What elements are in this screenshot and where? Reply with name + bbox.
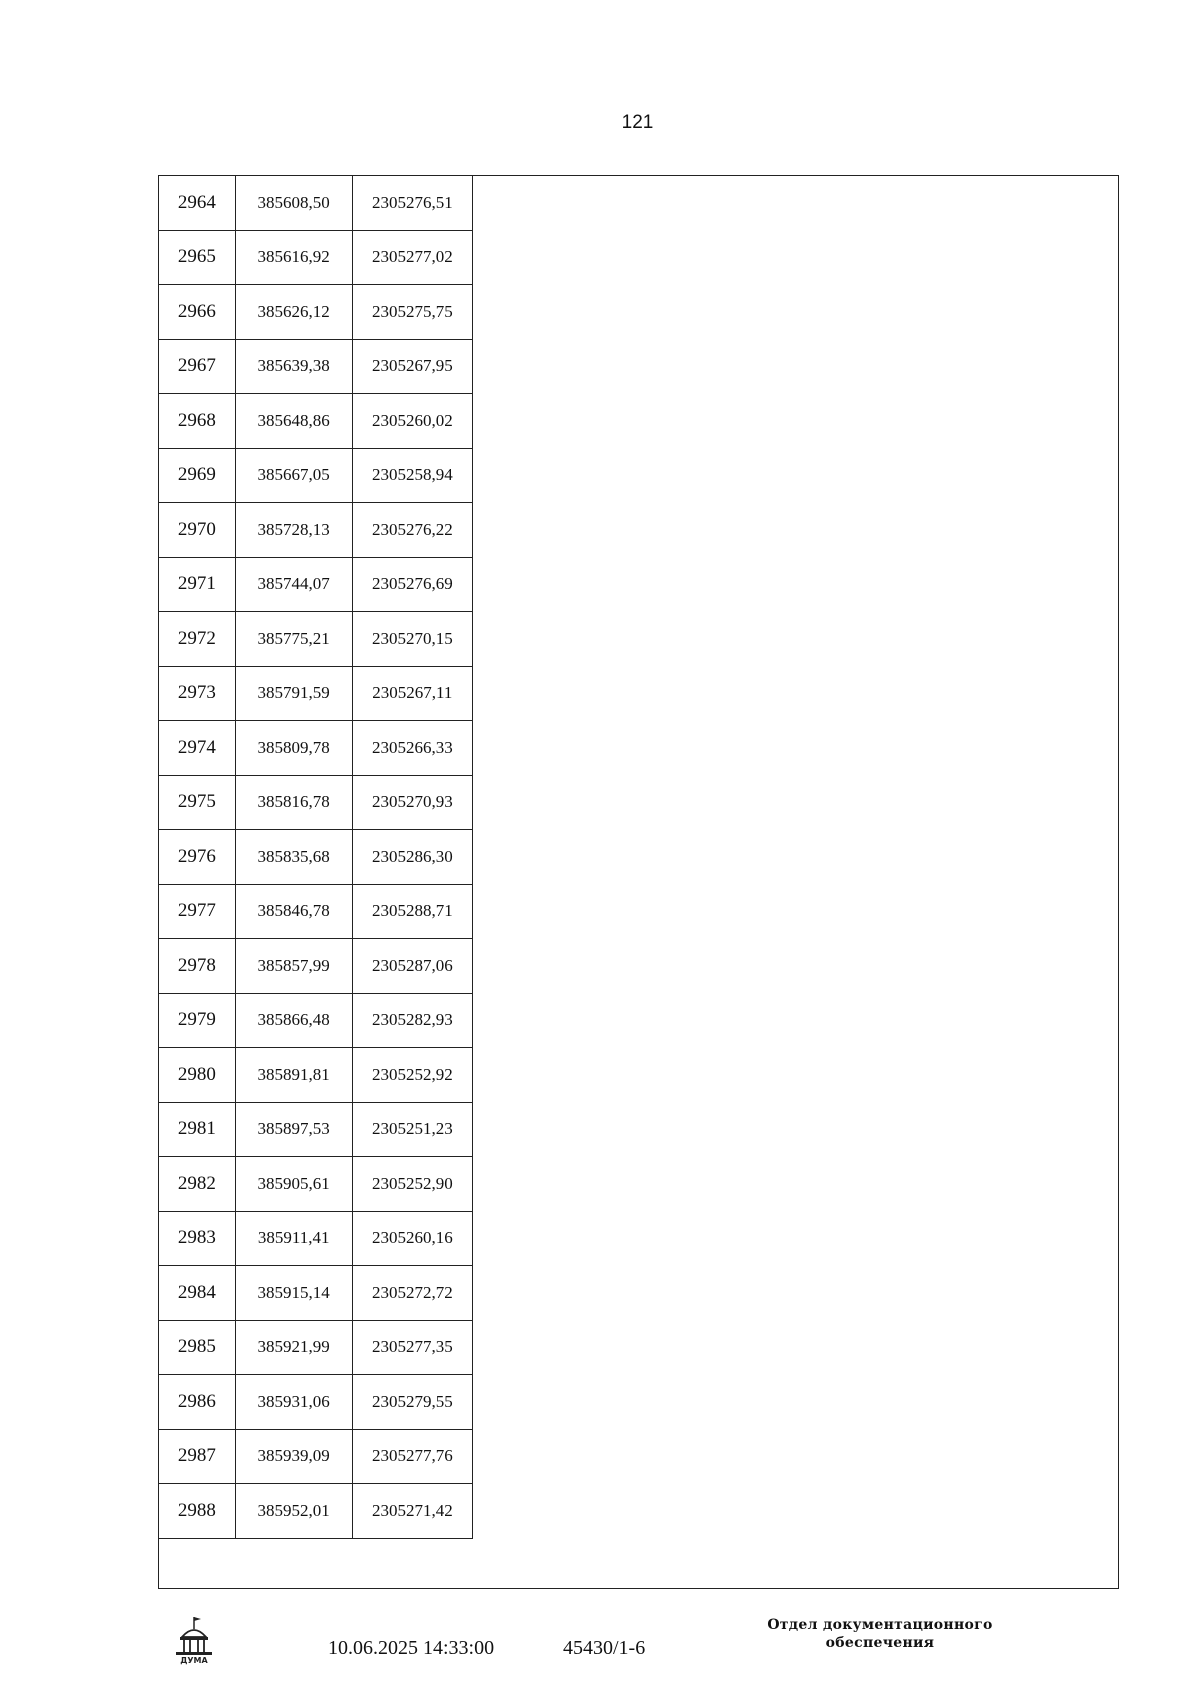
- x-coordinate-cell: 385846,78: [235, 884, 352, 939]
- table-row: [159, 176, 473, 231]
- table-row: [159, 339, 473, 394]
- point-number-cell: 2980: [159, 1048, 236, 1103]
- table-row: [159, 1484, 473, 1539]
- point-number-cell: 2981: [159, 1102, 236, 1157]
- table-row: [159, 448, 473, 503]
- table-row: [159, 1157, 473, 1212]
- table-row: [159, 394, 473, 449]
- footer-date: 10.06.2025 14:33:00: [328, 1637, 495, 1659]
- y-coordinate-cell: 2305275,75: [352, 285, 472, 340]
- point-number-cell: 2971: [159, 557, 236, 612]
- y-coordinate-cell: 2305252,90: [352, 1157, 472, 1212]
- footer-department-line2: обеспечения: [825, 1635, 935, 1651]
- x-coordinate-cell: 385857,99: [235, 939, 352, 994]
- x-coordinate-cell: 385616,92: [235, 230, 352, 285]
- page-number: 121: [621, 112, 654, 133]
- x-coordinate-cell: 385939,09: [235, 1429, 352, 1484]
- table-row: [159, 1266, 473, 1321]
- y-coordinate-cell: 2305251,23: [352, 1102, 472, 1157]
- y-coordinate-cell: 2305267,11: [352, 666, 472, 721]
- table-row: [159, 721, 473, 776]
- point-number-cell: 2985: [159, 1320, 236, 1375]
- point-number-cell: 2969: [159, 448, 236, 503]
- y-coordinate-cell: 2305270,15: [352, 612, 472, 667]
- footer-department-line1: Отдел документационного: [767, 1617, 993, 1633]
- table-row: [159, 666, 473, 721]
- footer-doc-number: 45430/1-6: [563, 1637, 646, 1659]
- x-coordinate-cell: 385816,78: [235, 775, 352, 830]
- point-number-cell: 2988: [159, 1484, 236, 1539]
- table-row: [159, 1102, 473, 1157]
- point-number-cell: 2975: [159, 775, 236, 830]
- table-row: [159, 1048, 473, 1103]
- x-coordinate-cell: 385775,21: [235, 612, 352, 667]
- x-coordinate-cell: 385911,41: [235, 1211, 352, 1266]
- point-number-cell: 2970: [159, 503, 236, 558]
- x-coordinate-cell: 385639,38: [235, 339, 352, 394]
- table-row: [159, 884, 473, 939]
- table-row: [159, 285, 473, 340]
- point-number-cell: 2967: [159, 339, 236, 394]
- y-coordinate-cell: 2305272,72: [352, 1266, 472, 1321]
- point-number-cell: 2977: [159, 884, 236, 939]
- duma-building-icon: [172, 1615, 216, 1665]
- x-coordinate-cell: 385897,53: [235, 1102, 352, 1157]
- x-coordinate-cell: 385866,48: [235, 993, 352, 1048]
- point-number-cell: 2984: [159, 1266, 236, 1321]
- x-coordinate-cell: 385891,81: [235, 1048, 352, 1103]
- table-row: [159, 557, 473, 612]
- point-number-cell: 2983: [159, 1211, 236, 1266]
- point-number-cell: 2987: [159, 1429, 236, 1484]
- x-coordinate-cell: 385648,86: [235, 394, 352, 449]
- y-coordinate-cell: 2305276,51: [352, 176, 472, 231]
- table-row: [159, 939, 473, 994]
- table-row: [159, 1211, 473, 1266]
- x-coordinate-cell: 385809,78: [235, 721, 352, 776]
- x-coordinate-cell: 385915,14: [235, 1266, 352, 1321]
- coordinates-table: [158, 175, 473, 1539]
- x-coordinate-cell: 385905,61: [235, 1157, 352, 1212]
- y-coordinate-cell: 2305279,55: [352, 1375, 472, 1430]
- table-row: [159, 830, 473, 885]
- point-number-cell: 2972: [159, 612, 236, 667]
- x-coordinate-cell: 385952,01: [235, 1484, 352, 1539]
- x-coordinate-cell: 385608,50: [235, 176, 352, 231]
- x-coordinate-cell: 385835,68: [235, 830, 352, 885]
- x-coordinate-cell: 385921,99: [235, 1320, 352, 1375]
- point-number-cell: 2986: [159, 1375, 236, 1430]
- point-number-cell: 2976: [159, 830, 236, 885]
- y-coordinate-cell: 2305258,94: [352, 448, 472, 503]
- table-row: [159, 1429, 473, 1484]
- y-coordinate-cell: 2305252,92: [352, 1048, 472, 1103]
- x-coordinate-cell: 385626,12: [235, 285, 352, 340]
- y-coordinate-cell: 2305271,42: [352, 1484, 472, 1539]
- y-coordinate-cell: 2305260,16: [352, 1211, 472, 1266]
- point-number-cell: 2974: [159, 721, 236, 776]
- x-coordinate-cell: 385744,07: [235, 557, 352, 612]
- table-row: [159, 1375, 473, 1430]
- footer-department: [735, 1616, 1025, 1652]
- table-row: [159, 1320, 473, 1375]
- x-coordinate-cell: 385791,59: [235, 666, 352, 721]
- y-coordinate-cell: 2305260,02: [352, 394, 472, 449]
- logo-text: ДУМА: [180, 1656, 208, 1665]
- y-coordinate-cell: 2305277,02: [352, 230, 472, 285]
- point-number-cell: 2966: [159, 285, 236, 340]
- point-number-cell: 2964: [159, 176, 236, 231]
- y-coordinate-cell: 2305270,93: [352, 775, 472, 830]
- y-coordinate-cell: 2305286,30: [352, 830, 472, 885]
- table-row: [159, 230, 473, 285]
- point-number-cell: 2979: [159, 993, 236, 1048]
- x-coordinate-cell: 385728,13: [235, 503, 352, 558]
- point-number-cell: 2973: [159, 666, 236, 721]
- y-coordinate-cell: 2305276,22: [352, 503, 472, 558]
- table-row: [159, 993, 473, 1048]
- point-number-cell: 2965: [159, 230, 236, 285]
- y-coordinate-cell: 2305266,33: [352, 721, 472, 776]
- coordinates-table-body: [159, 176, 473, 1539]
- y-coordinate-cell: 2305282,93: [352, 993, 472, 1048]
- y-coordinate-cell: 2305277,35: [352, 1320, 472, 1375]
- x-coordinate-cell: 385667,05: [235, 448, 352, 503]
- point-number-cell: 2978: [159, 939, 236, 994]
- y-coordinate-cell: 2305287,06: [352, 939, 472, 994]
- point-number-cell: 2968: [159, 394, 236, 449]
- point-number-cell: 2982: [159, 1157, 236, 1212]
- y-coordinate-cell: 2305277,76: [352, 1429, 472, 1484]
- table-row: [159, 503, 473, 558]
- table-row: [159, 775, 473, 830]
- y-coordinate-cell: 2305288,71: [352, 884, 472, 939]
- table-row: [159, 612, 473, 667]
- y-coordinate-cell: 2305276,69: [352, 557, 472, 612]
- y-coordinate-cell: 2305267,95: [352, 339, 472, 394]
- x-coordinate-cell: 385931,06: [235, 1375, 352, 1430]
